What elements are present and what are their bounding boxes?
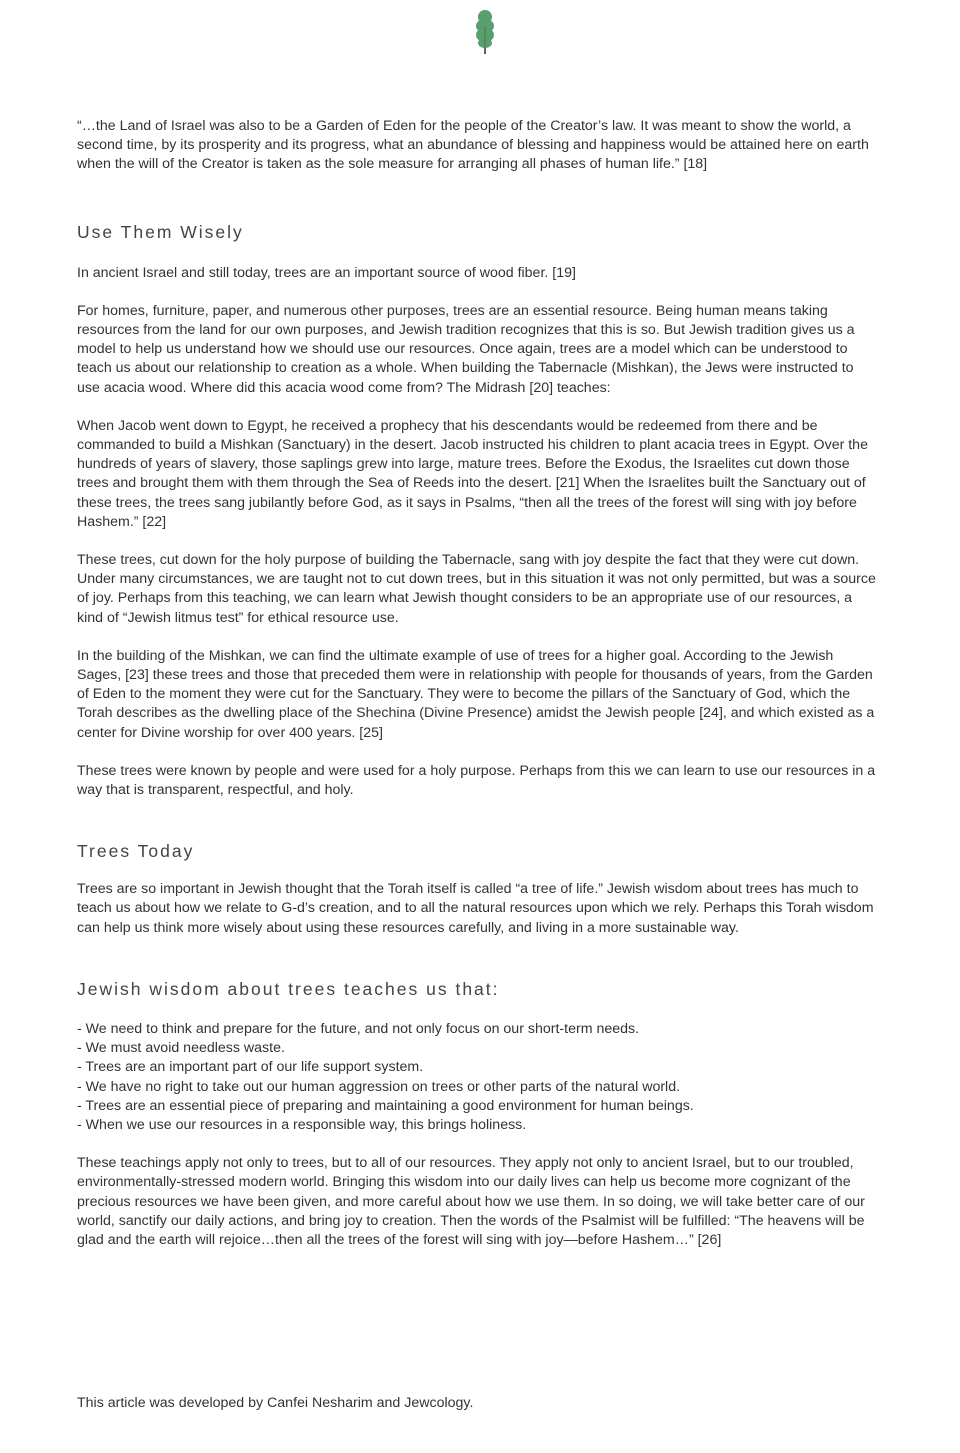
list-item: - We have no right to take out our human aggression on trees or other parts of the natural world. [77, 1078, 681, 1095]
lessons-list [77, 1020, 877, 1135]
list-item: - Trees are an important part of our life support system. [77, 1059, 424, 1076]
paragraph: These trees, cut down for the holy purpose of building the Tabernacle, sang with joy despite the fact that they were cut down. Under many circumstances, we are taught not to cut down trees, but in this situation it was not only permitted, but was a source of joy. Perhaps from this teaching, we can learn what Jewish thought considers to be an appropriate use of our resources, a kind of “Jewish litmus test” for ethical resource use. [77, 552, 876, 626]
footer-credit: This article was developed by Canfei Nesharim and Jewcology. [77, 1395, 474, 1411]
paragraph: These trees were known by people and were used for a holy purpose. Perhaps from this we can learn to use our resources in a way that is transparent, respectful, and holy. [77, 762, 876, 799]
section-heading-use-them-wisely: Use Them Wisely [77, 221, 244, 242]
list-item: - Trees are an essential piece of preparing and maintaining a good environment for human beings. [77, 1097, 694, 1114]
section-heading-jewish-wisdom: Jewish wisdom about trees teaches us that: [77, 978, 500, 999]
paragraph: Trees are so important in Jewish thought that the Torah itself is called “a tree of life.” Jewish wisdom about trees has much to teach us about how we relate to G-d’s creation, and to all the natural resources upon which we rely. Perhaps this Torah wisdom can help us think more wisely about using these resources carefully, and living in a more sustainable way. [77, 881, 874, 936]
list-item: - When we use our resources in a responsible way, this brings holiness. [77, 1116, 527, 1133]
paragraph: In the building of the Mishkan, we can find the ultimate example of use of trees for a higher goal. According to the Jewish Sages, [23] these trees and those that preceded them were in relationship with people for thousands of years, from the Garden of Eden to the moment they were cut for the Sanctuary. They were to become the pillars of the Sanctuary of God, which the Torah describes as the dwelling place of the Shechina (Divine Presence) amidst the Jewish people [24], and which existed as a center for Divine worship for over 400 years. [25] [77, 647, 875, 741]
intro-quote: “…the Land of Israel was also to be a Garden of Eden for the people of the Creator’s law. It was meant to show the world, a second time, by its prosperity and its progress, what an abundance of blessing and happiness would be attained here on earth when the will of the Creator is taken as the sole measure for arranging all phases of human life.” [18] [77, 118, 869, 173]
section-heading-trees-today: Trees Today [77, 841, 195, 862]
paragraph: For homes, furniture, paper, and numerous other purposes, trees are an essential resource. Being human means taking resources from the land for our own purposes, and Jewish tradition recognizes that this is so. But Jewish tradition gives us a model to help us understand how we should use our resources. Once again, trees are a model which can be understood to teach us about our relationship to creation as a whole. When building the Tabernacle (Mishkan), the Jews were instructed to use acacia wood. Where did this acacia wood come from? The Midrash [20] teaches: [77, 302, 855, 396]
paragraph: When Jacob went down to Egypt, he received a prophecy that his descendants would be redeemed from there and be commanded to build a Mishkan (Sanctuary) in the desert. Jacob instructed his children to plant acacia trees in Egypt. Over the hundreds of years of slavery, those saplings grew into large, mature trees. Before the Exodus, the Israelites cut down those trees and brought them with them through the Sea of Reeds into the desert. [21] When the Israelites built the Sanctuary out of these trees, the trees sang jubilantly before God, as it says in Psalms, “then all the trees of the forest will sing with joy before Hashem.” [22] [77, 417, 868, 530]
list-item: - We must avoid needless waste. [77, 1040, 285, 1057]
list-item: - We need to think and prepare for the future, and not only focus on our short-term needs. [77, 1020, 640, 1037]
article-body [77, 117, 877, 1250]
tree-icon [472, 8, 498, 56]
closing-paragraph: These teachings apply not only to trees, but to all of our resources. They apply not only to ancient Israel, but to our troubled, environmentally-stressed modern world. Bringing this wisdom into our daily lives can help us become more cognizant of the precious resources we have been given, and more careful about how we use them. In so doing, we will take better care of our world, sanctify our daily actions, and bring joy to creation. Then the words of the Psalmist will be fulfilled: “The heavens will be glad and the earth will rejoice…then all the trees of the forest will sing with joy—before Hashem…” [26] [77, 1155, 865, 1248]
paragraph: In ancient Israel and still today, trees are an important source of wood fiber. [19] [77, 264, 576, 281]
